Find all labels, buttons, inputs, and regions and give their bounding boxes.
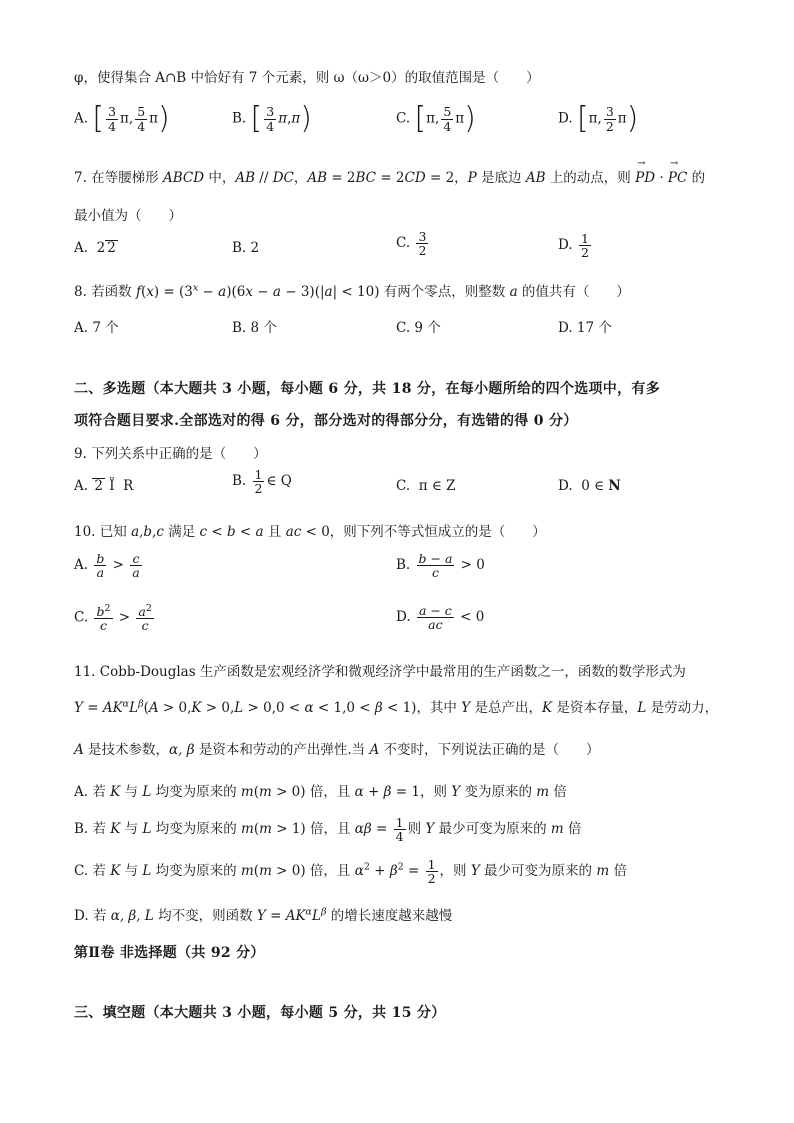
q9-option-a: A. 2 Ï R [74, 478, 134, 494]
q11-option-a: A. 若 K 与 L 均变为原来的 m(m > 0) 倍，且 α + β = 1，则 Y 变为原来的 m 倍 [74, 784, 567, 800]
q9-option-d: D. 0 ∈ N [558, 478, 621, 494]
q7-stem-line2: 最小值为（ ） [74, 208, 182, 224]
q8-option-a: A. 7 个 [74, 320, 119, 336]
q10-option-d: D. $\frac{a - c}{ac}$ < 0 [396, 603, 485, 633]
q6-option-d: D. [π, $\frac{3}{2}$ π) [558, 101, 639, 136]
option-label: D. [558, 110, 573, 127]
q8-option-b: B. 8 个 [232, 320, 277, 336]
q8-option-d: D. 17 个 [558, 320, 612, 336]
section-2-title-line1: 二、多选题（本大题共 3 小题，每小题 6 分，共 18 分，在每小题所给的四个选项中，有多 [74, 381, 661, 397]
part-2-title: 第Ⅱ卷 非选择题（共 92 分） [74, 945, 265, 961]
q7-option-c: C. $\frac{3}{2}$ [396, 229, 427, 259]
q6-option-a: A. [ $\frac{3}{4}$ π, $\frac{5}{4}$ π) [74, 101, 170, 136]
q11-stem-line1: 11. Cobb-Douglas 生产函数是宏观经济学和微观经济学中最常用的生产函数之一，函数的数学形式为 [74, 664, 686, 680]
q10-option-a: A. $\frac{b}{a}$ > $\frac{c}{a}$ [74, 551, 140, 581]
option-label: C. [396, 110, 411, 127]
q9-option-c: C. π ∈ Z [396, 478, 456, 494]
q11-stem-line3: A 是技术参数，α, β 是资本和劳动的产出弹性.当 A 不变时，下列说法正确的是（ ） [74, 742, 600, 758]
q11-option-c: C. 若 K 与 L 均变为原来的 m(m > 0) 倍，且 $\alpha^2 + \beta^2$ = $\frac{1}{2}$ ，则 Y 最少可变为原来的 m 倍 [74, 857, 627, 887]
q8-option-c: C. 9 个 [396, 320, 441, 336]
q6-stem-continuation: φ，使得集合 A∩B 中恰好有 7 个元素，则 ω（ω＞0）的取值范围是（ ） [74, 70, 540, 86]
fraction: $\frac{5}{4}$ [137, 104, 146, 134]
right-paren: ) [158, 101, 170, 136]
q7-option-b: B. 2 [232, 240, 260, 256]
q10-stem: 10. 已知 a,b,c 满足 c < b < a 且 ac < 0，则下列不等式恒成立的是（ ） [74, 524, 546, 540]
q10-option-b: B. $\frac{b - a}{c}$ > 0 [396, 551, 485, 581]
q7-stem: 7. 在等腰梯形 ABCD 中，AB // DC，AB = 2BC = 2CD = 2，P 是底边 AB 上的动点，则 → PD · → PC 的 [74, 166, 705, 186]
q8-stem: 8. 若函数 $f(x) = (3^x - a)(6x - a - 3)(|a| < 10)$ 有两个零点，则整数 a 的值共有（ ） [74, 282, 630, 300]
section-3-title: 三、填空题（本大题共 3 小题，每小题 5 分，共 15 分） [74, 1005, 446, 1021]
q11-option-d: D. 若 α, β, L 均不变，则函数 $Y = AK^\alpha L^\beta$ 的增长速度越来越慢 [74, 906, 453, 924]
fraction: $\frac{3}{4}$ [108, 104, 117, 134]
q11-option-b: B. 若 K 与 L 均变为原来的 m(m > 1) 倍，且 αβ = $\frac{1}{4}$ 则 Y 最少可变为原来的 m 倍 [74, 815, 582, 845]
q7-option-a: A. 2 2 [74, 240, 116, 256]
section-2-title-line2: 项符合题目要求.全部选对的得 6 分，部分选对的得部分分，有选错的得 0 分） [74, 413, 578, 429]
q9-stem: 9. 下列关系中正确的是（ ） [74, 446, 267, 462]
q11-stem-line2: $Y = AK^\alpha L^\beta(A > 0,K > 0,L > 0,0 < \alpha < 1,0 < \beta < 1)$，其中 Y 是总产出，K 是资本存量，L 是劳动力， [74, 698, 719, 716]
q10-option-c: C. $\frac{b^2}{c}$ > $\frac{a^2}{c}$ [74, 603, 152, 634]
left-bracket: [ [92, 101, 105, 136]
q9-option-b: B. $\frac{1}{2}$ ∈ Q [232, 467, 292, 497]
q6-option-b: B. [ $\frac{3}{4}$ π,π) [232, 101, 312, 136]
option-label: A. [74, 110, 89, 127]
q7-option-d: D. $\frac{1}{2}$ [558, 231, 589, 261]
option-label: B. [232, 110, 247, 127]
q6-option-c: C. [π, $\frac{5}{4}$ π) [396, 101, 476, 136]
